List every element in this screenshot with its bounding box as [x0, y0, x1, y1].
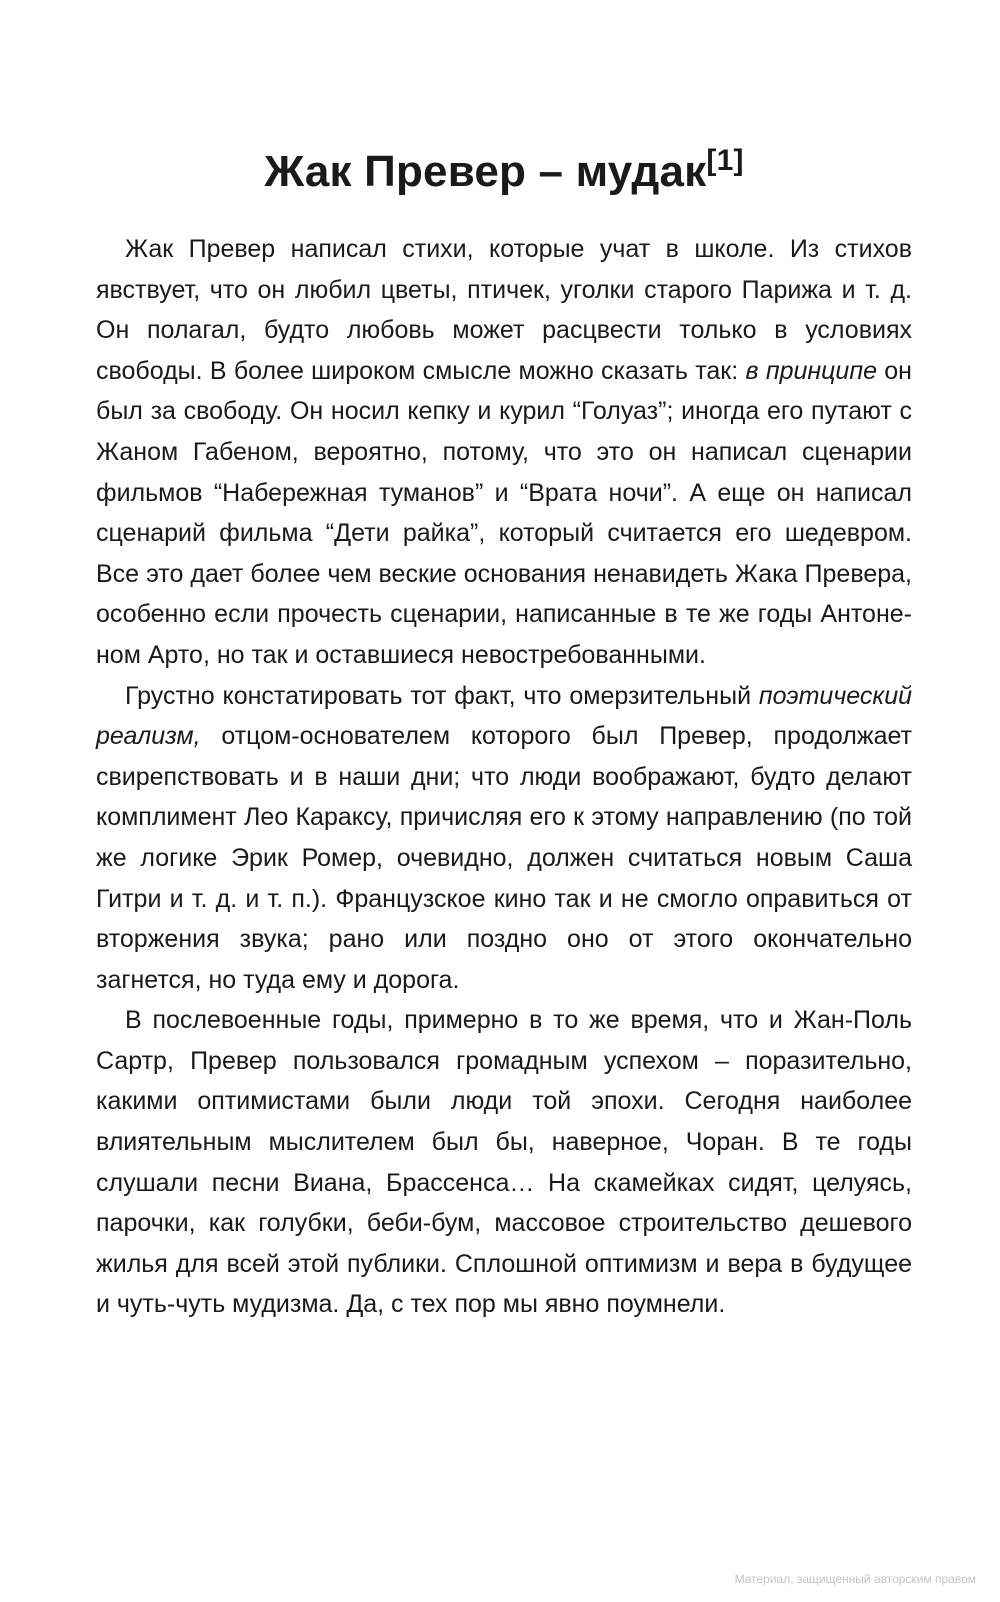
chapter-title	[96, 128, 912, 216]
paragraph-1-text-b: он был за свободу. Он носил кепку и курил “Голуаз”; иногда его путают с Жаном Габеном, вероятно, потому, что это он написал сценарии фильмов “Набережная туманов” и “Врата ночи”. А еще он написал сценарий фильма “Дети райка”, который считается его шедевром. Все это дает более чем веские основания ненавидеть Жака Превера, особенно если прочесть сценарии, написанные в те же годы Антоне-ном Арто, но так и оставшиеся невостребованными.	[96, 356, 912, 669]
paragraph-1-text-a: Жак Превер написал стихи, которые учат в школе. Из стихов явствует, что он любил цветы, птичек, уголки старого Парижа и т. д. Он полагал, будто любовь может расцвести только в условиях свободы. В более широком смысле можно сказать так:	[96, 235, 912, 385]
chapter-body	[96, 229, 912, 1325]
paragraph-1	[96, 229, 912, 676]
copyright-watermark: Материал, защищенный авторским правом	[734, 1572, 976, 1586]
chapter-title-text: Жак Превер – мудак	[264, 147, 707, 196]
paragraph-3: В послевоенные годы, примерно в то же время, что и Жан-Поль Сартр, Превер пользовался громадным успехом – поразительно, какими оптимистами были люди той эпохи. Сегодня наиболее влиятельным мыслителем был бы, наверное, Чоран. В те годы слушали песни Виана, Брассенса… На скамейках сидят, целуясь, парочки, как голубки, беби-бум, массовое строительство дешевого жилья для всей этой публики. Сплошной оптимизм и вера в будущее и чуть-чуть мудизма. Да, с тех пор мы явно поумнели.	[96, 1006, 912, 1319]
paragraph-2-text-b: отцом-основателем которого был Превер, продолжает свирепствовать и в наши дни; что люди воображают, будто делают комплимент Лео Караксу, причисляя его к этому направлению (по той же логике Эрик Ромер, очевидно, должен считаться новым Саша Гитри и т. д. и т. п.). Французское кино так и не смогло оправиться от вторжения звука; рано или поздно оно от этого окончательно загнется, но туда ему и дорога.	[96, 722, 912, 994]
paragraph-2-italic: поэтический реализм,	[96, 681, 912, 751]
paragraph-1-italic: в принципе	[745, 356, 877, 385]
paragraph-2	[96, 676, 912, 1001]
paragraph-2-text-a: Грустно констатировать тот факт, что омерзительный	[125, 681, 759, 710]
footnote-marker[interactable]: [1]	[706, 144, 744, 177]
